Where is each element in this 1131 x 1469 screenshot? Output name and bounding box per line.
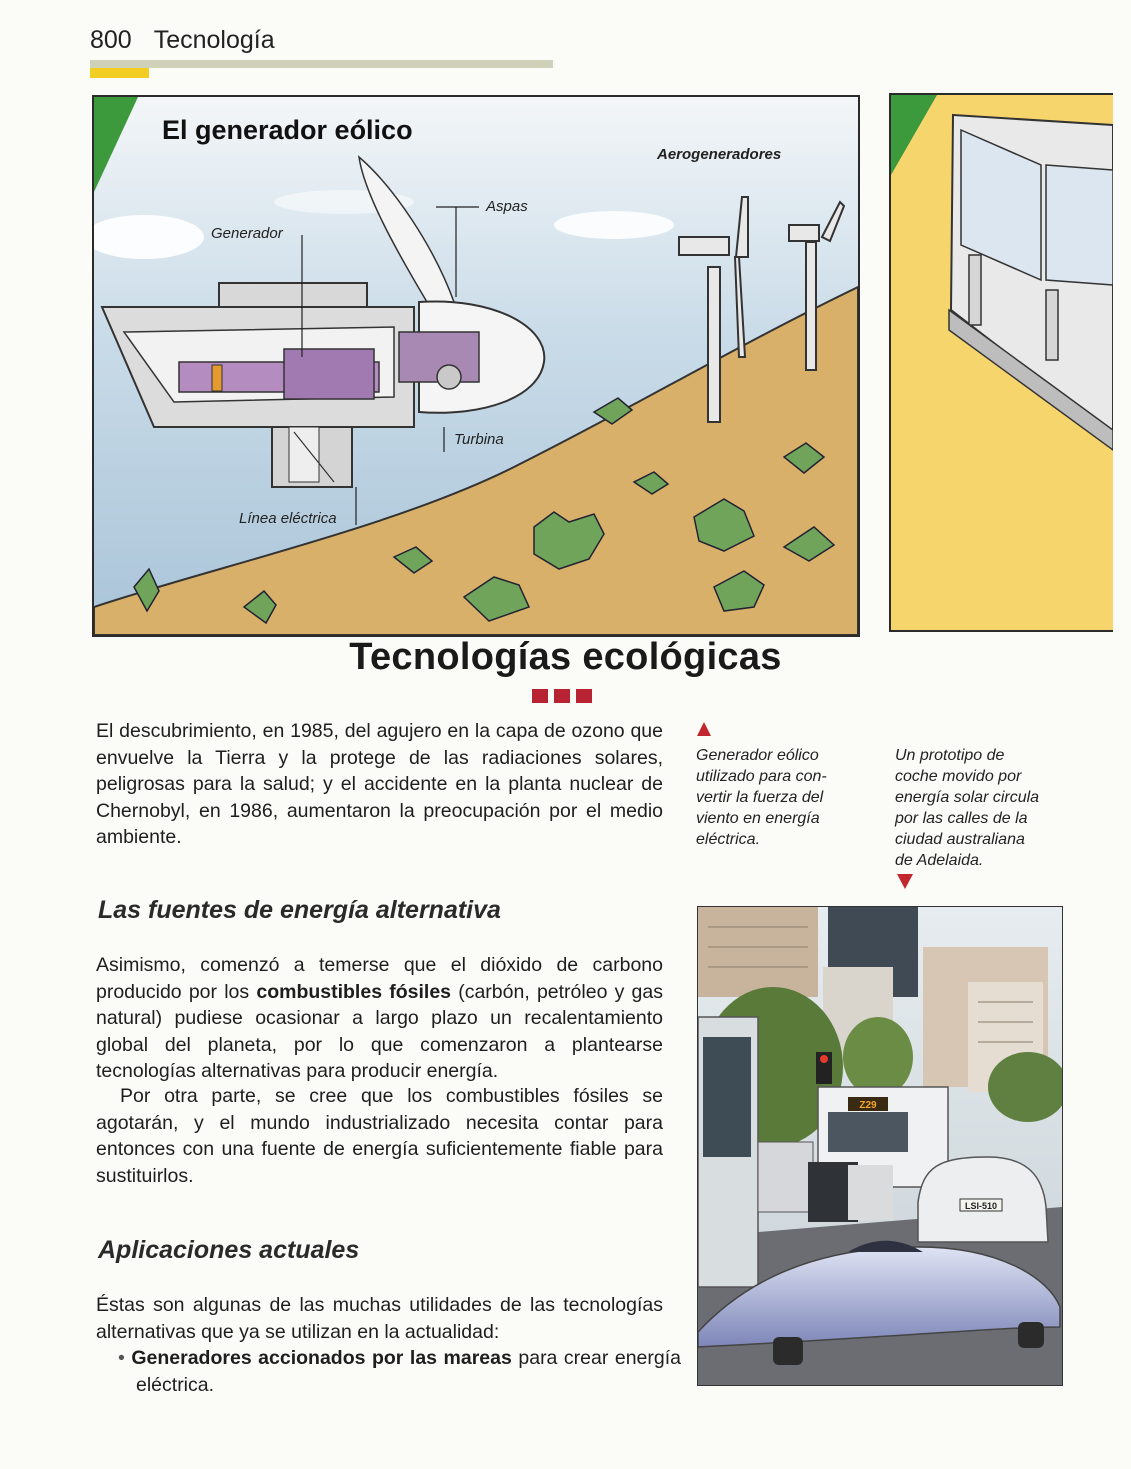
page-header <box>90 26 275 55</box>
wind-generator-illustration <box>92 95 860 637</box>
street-scene-drawing <box>698 907 1062 1385</box>
side-illustration <box>889 93 1113 632</box>
label-generador: Generador <box>211 225 283 242</box>
caption-line: utilizado para con- <box>696 768 827 785</box>
side-building-drawing <box>891 95 1113 630</box>
text-run: para crear energía eléctrica. <box>136 1347 682 1396</box>
caption-line: viento en energía <box>696 810 820 827</box>
text-run: Asimismo, comenzó a temerse que el dióxido de carbono producido por los <box>96 954 663 1003</box>
header-rule <box>90 60 553 68</box>
header-accent <box>90 68 149 78</box>
caption-up-arrow-icon <box>697 722 711 736</box>
label-aerogeneradores: Aerogeneradores <box>657 146 782 163</box>
intro-paragraph: El descubrimiento, en 1985, del agujero en la capa de ozono que envuelve la Tierra y la protege de las radiaciones solares, peligrosas para la salud; y el accidente en la planta nuclear de Chernobyl, en 1986, aumentaron la preocupación por el medio ambiente. <box>96 720 663 848</box>
label-linea-electrica: Línea eléctrica <box>239 510 337 527</box>
title-ornament <box>532 689 598 708</box>
wind-generator-drawing <box>94 97 858 635</box>
solar-car-photo <box>697 906 1063 1386</box>
section1-paragraph-1 <box>96 952 663 1085</box>
page-number: 800 <box>90 26 132 54</box>
page-title: Tecnologías ecológicas <box>349 636 782 678</box>
caption-line: Un prototipo de <box>895 747 1005 764</box>
bold-term: Generadores accionados por las mareas <box>131 1347 512 1369</box>
section2-paragraph: Éstas son algunas de las muchas utilidades de las tecnologías alternativas que ya se utilizan en la actualidad: <box>96 1294 663 1343</box>
label-turbina: Turbina <box>454 431 504 448</box>
caption-wind-generator <box>696 745 866 850</box>
caption-down-arrow-icon <box>897 874 913 889</box>
bold-term: combustibles fósiles <box>256 980 452 1003</box>
caption-solar-car <box>895 745 1085 871</box>
plate-number: LSI-510 <box>964 1201 998 1211</box>
caption-line: vertir la fuerza del <box>696 789 824 806</box>
section-heading-aplicaciones: Aplicaciones actuales <box>98 1236 360 1264</box>
caption-line: eléctrica. <box>696 831 761 848</box>
caption-line: por las calles de la <box>895 810 1028 827</box>
section-title: Tecnología <box>153 26 275 54</box>
caption-line: ciudad australiana <box>895 831 1025 848</box>
bus-number-sign: Z29 <box>859 1100 877 1111</box>
caption-line: energía solar circula <box>895 789 1040 806</box>
bullet-icon: • <box>118 1347 132 1369</box>
section1-paragraph-2: Por otra parte, se cree que los combustibles fósiles se agotarán, y el mundo industrializado necesita contar para entonces con una fuente de energía suficientemente fiable para sustituirlos. <box>96 1085 663 1187</box>
caption-line: Generador eólico <box>696 747 819 764</box>
text-run: (carbón, petróleo y gas natural) pudiese ocasionar a largo plazo un recalentamiento global del planeta, por lo que comenzaron a plantearse tecnologías alternativas para producir energía. <box>96 980 663 1082</box>
bullet-item <box>118 1345 681 1398</box>
caption-line: coche movido por <box>895 768 1022 785</box>
caption-line: de Adelaida. <box>895 852 984 869</box>
section-heading-fuentes: Las fuentes de energía alternativa <box>98 896 501 924</box>
label-aspas: Aspas <box>486 198 528 215</box>
illustration-title: El generador eólico <box>162 115 413 145</box>
